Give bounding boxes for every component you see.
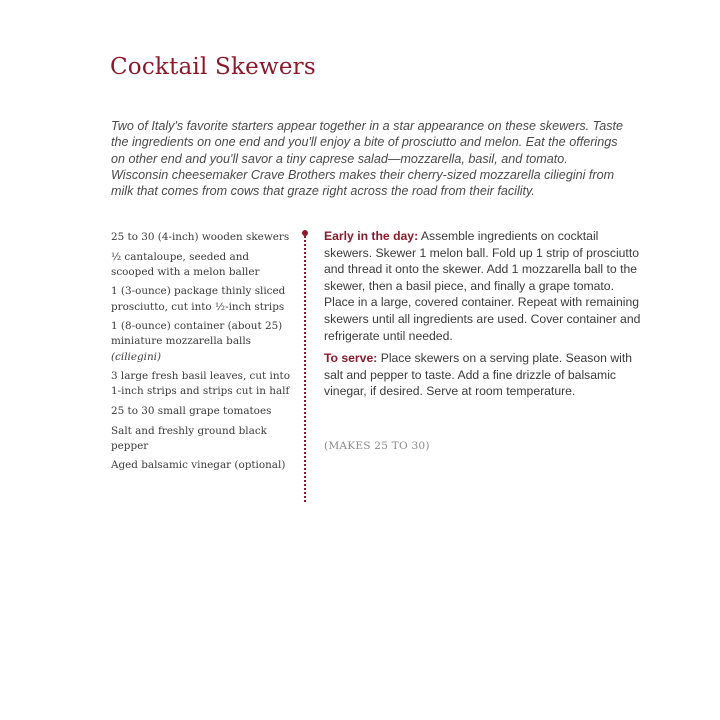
ingredient-item: 3 large fresh basil leaves, cut into 1-inch strips and strips cut in half [111, 370, 290, 398]
column-divider [304, 236, 306, 502]
recipe-yield: (MAKES 25 TO 30) [324, 440, 430, 452]
step-text: Assemble ingredients on cocktail skewers. Skewer 1 melon ball. Fold up 1 strip of prosciutto and thread it onto the skewer. Add 1 mozzarella ball to the skewer, then a basil piece, and finally a grape tomato. Place in a large, covered container. Repeat with remaining skewers until all ingredients are used. Cover container and refrigerate until needed. [324, 229, 641, 343]
ingredient-item: ½ cantaloupe, seeded and scooped with a melon baller [111, 250, 260, 278]
method-step [324, 350, 642, 400]
step-label: To serve: [324, 351, 378, 366]
ingredient-item: Aged balsamic vinegar (optional) [111, 459, 286, 472]
ingredient-note: (ciliegini) [111, 350, 162, 363]
step-text: Place skewers on a serving plate. Season with salt and pepper to taste. Add a fine drizzle of balsamic vinegar, if desired. Serve at room temperature. [324, 351, 633, 399]
ingredient-text: 1 (8-ounce) container (about 25) miniature mozzarella balls [111, 320, 283, 348]
method-step [324, 228, 642, 344]
ingredient-item: 25 to 30 small grape tomatoes [111, 404, 272, 417]
recipe-intro: Two of Italy's favorite starters appear together in a star appearance on these skewers. Taste the ingredients on one end and you'll enjoy a bite of prosciutto and melon. Eat the offerings on other end and you'll savor a tiny caprese salad—mozzarella, basil, and tomato. Wisconsin cheesemaker Crave Brothers makes their cherry-sized mozzarella ciliegini from milk that comes from cows that graze right across the road from their facility. [111, 119, 624, 199]
method-section [324, 228, 642, 406]
ingredient-item: Salt and freshly ground black pepper [111, 424, 267, 452]
ingredient-item: 1 (3-ounce) package thinly sliced prosciutto, cut into ½-inch strips [111, 285, 286, 313]
ingredient-item: 25 to 30 (4-inch) wooden skewers [111, 231, 290, 243]
step-label: Early in the day: [324, 229, 419, 243]
ingredient-item [111, 319, 293, 365]
recipe-title: Cocktail Skewers [110, 54, 316, 80]
ingredient-list [111, 230, 293, 478]
